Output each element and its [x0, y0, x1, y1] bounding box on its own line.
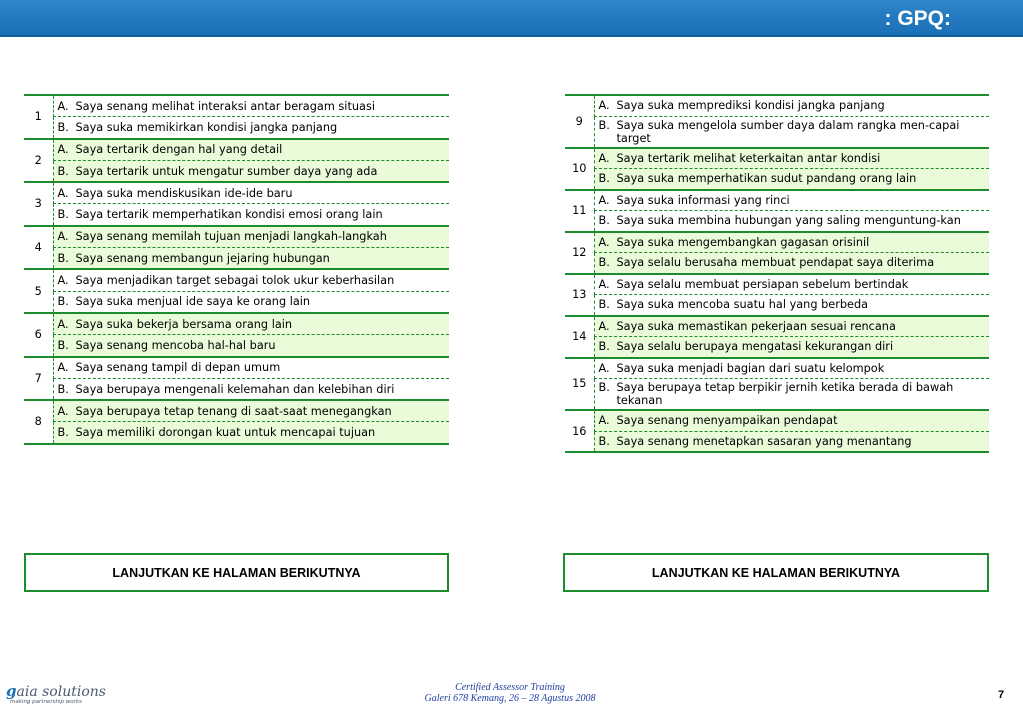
- question-row: [24, 204, 449, 226]
- question-number: 14: [565, 316, 594, 358]
- option-letter: B.: [57, 164, 69, 178]
- option-b[interactable]: [594, 169, 989, 190]
- option-a[interactable]: [594, 316, 989, 337]
- option-text: Saya suka membina hubungan yang saling menguntung-kan: [616, 214, 961, 228]
- question-row: [24, 182, 449, 204]
- question-row: [565, 316, 989, 337]
- logo-tagline: making partnership works: [10, 699, 82, 705]
- option-a[interactable]: [594, 274, 989, 295]
- option-letter: A.: [57, 143, 69, 157]
- option-letter: A.: [57, 317, 69, 331]
- question-row: [565, 379, 989, 411]
- option-text: Saya senang tampil di depan umum: [75, 361, 281, 375]
- option-text: Saya selalu membuat persiapan sebelum bertindak: [616, 277, 909, 291]
- top-banner: [0, 0, 1023, 37]
- option-letter: B.: [598, 434, 610, 448]
- option-text: Saya tertarik untuk mengatur sumber daya yang ada: [75, 164, 378, 178]
- option-text: Saya selalu berusaha membuat pendapat saya diterima: [616, 256, 935, 270]
- option-letter: B.: [598, 172, 610, 186]
- question-row: [24, 95, 449, 117]
- option-letter: A.: [57, 186, 69, 200]
- option-a[interactable]: [53, 139, 449, 161]
- logo-text: aia solutions: [16, 684, 106, 700]
- option-a[interactable]: [594, 148, 989, 169]
- option-text: Saya suka mengelola sumber daya dalam rangka men-capai target: [616, 118, 960, 145]
- question-number: 15: [565, 358, 594, 411]
- option-b[interactable]: [594, 337, 989, 358]
- option-letter: B.: [598, 118, 610, 132]
- option-b[interactable]: [594, 295, 989, 316]
- footer-event-info: [380, 682, 640, 704]
- footer-event-title: Certified Assessor Training: [455, 682, 565, 693]
- option-b[interactable]: [53, 378, 449, 400]
- question-number: 13: [565, 274, 594, 316]
- option-text: Saya menjadikan target sebagai tolok ukur keberhasilan: [75, 274, 395, 288]
- option-text: Saya suka informasi yang rinci: [616, 193, 790, 207]
- company-logo: [6, 682, 106, 705]
- questionnaire-table-right: [565, 94, 989, 453]
- option-text: Saya tertarik dengan hal yang detail: [75, 143, 283, 157]
- option-a[interactable]: [53, 269, 449, 291]
- option-letter: A.: [598, 99, 610, 113]
- option-b[interactable]: [53, 335, 449, 357]
- option-text: Saya senang mencoba hal-hal baru: [75, 338, 276, 352]
- question-row: [565, 211, 989, 232]
- option-b[interactable]: [53, 248, 449, 270]
- question-row: [24, 378, 449, 400]
- question-number: 10: [565, 148, 594, 190]
- option-text: Saya suka mengembangkan gagasan orisinil: [616, 235, 870, 249]
- option-b[interactable]: [53, 160, 449, 182]
- option-text: Saya suka menjadi bagian dari suatu kelompok: [616, 361, 885, 375]
- question-row: [24, 335, 449, 357]
- option-b[interactable]: [594, 211, 989, 232]
- question-row: [24, 139, 449, 161]
- question-row: [565, 410, 989, 431]
- option-text: Saya memiliki dorongan kuat untuk mencapai tujuan: [75, 426, 376, 440]
- option-letter: A.: [598, 277, 610, 291]
- option-a[interactable]: [53, 357, 449, 379]
- question-row: [565, 232, 989, 253]
- questionnaire-table-left: [24, 94, 449, 445]
- question-row: [24, 269, 449, 291]
- option-letter: A.: [598, 414, 610, 428]
- option-text: Saya senang menyampaikan pendapat: [616, 414, 838, 428]
- option-text: Saya suka bekerja bersama orang lain: [75, 317, 293, 331]
- question-number: 7: [24, 357, 53, 401]
- option-letter: A.: [598, 361, 610, 375]
- option-letter: B.: [57, 120, 69, 134]
- continue-button-right[interactable]: LANJUTKAN KE HALAMAN BERIKUTNYA: [563, 553, 989, 592]
- option-letter: A.: [57, 404, 69, 418]
- option-b[interactable]: [594, 431, 989, 452]
- question-row: [565, 169, 989, 190]
- option-a[interactable]: [53, 95, 449, 117]
- option-a[interactable]: [594, 358, 989, 379]
- question-row: [24, 226, 449, 248]
- page-number: 7: [998, 689, 1005, 701]
- option-b[interactable]: [53, 422, 449, 444]
- footer-event-venue: Galeri 678 Kemang, 26 – 28 Agustus 2008: [424, 693, 596, 704]
- option-text: Saya suka memperhatikan sudut pandang orang lain: [616, 172, 917, 186]
- question-number: 9: [565, 95, 594, 148]
- option-letter: B.: [598, 381, 610, 394]
- option-text: Saya berupaya mengenali kelemahan dan kelebihan diri: [75, 382, 395, 396]
- question-number: 1: [24, 95, 53, 139]
- question-number: 3: [24, 182, 53, 226]
- option-text: Saya suka memikirkan kondisi jangka panjang: [75, 120, 338, 134]
- option-letter: B.: [57, 382, 69, 396]
- option-letter: A.: [598, 235, 610, 249]
- question-number: 12: [565, 232, 594, 274]
- option-text: Saya berupaya tetap tenang di saat-saat menegangkan: [75, 404, 392, 418]
- question-row: [24, 313, 449, 335]
- option-letter: A.: [598, 151, 610, 165]
- page-title: : GPQ:: [884, 7, 951, 30]
- option-letter: B.: [598, 298, 610, 312]
- question-number: 4: [24, 226, 53, 270]
- option-letter: A.: [57, 274, 69, 288]
- question-row: [565, 253, 989, 274]
- option-letter: B.: [598, 340, 610, 354]
- question-row: [24, 357, 449, 379]
- question-number: 8: [24, 400, 53, 444]
- option-a[interactable]: [53, 313, 449, 335]
- option-text: Saya suka menjual ide saya ke orang lain: [75, 295, 311, 309]
- continue-button-left[interactable]: LANJUTKAN KE HALAMAN BERIKUTNYA: [24, 553, 449, 592]
- option-b[interactable]: [594, 116, 989, 148]
- option-b[interactable]: [53, 117, 449, 139]
- question-row: [24, 160, 449, 182]
- question-number: 11: [565, 190, 594, 232]
- question-number: 5: [24, 269, 53, 313]
- option-b[interactable]: [53, 204, 449, 226]
- option-text: Saya tertarik melihat keterkaitan antar kondisi: [616, 151, 881, 165]
- option-letter: B.: [57, 426, 69, 440]
- option-letter: B.: [57, 208, 69, 222]
- option-letter: B.: [57, 295, 69, 309]
- option-a[interactable]: [53, 182, 449, 204]
- question-number: 2: [24, 139, 53, 183]
- option-a[interactable]: [594, 410, 989, 431]
- question-number: 6: [24, 313, 53, 357]
- option-text: Saya selalu berupaya mengatasi kekurangan diri: [616, 340, 894, 354]
- option-letter: B.: [598, 256, 610, 270]
- option-b[interactable]: [594, 379, 989, 411]
- question-row: [565, 95, 989, 116]
- logo-initial: g: [6, 682, 17, 700]
- option-text: Saya senang memilah tujuan menjadi langkah-langkah: [75, 230, 387, 244]
- option-text: Saya senang membangun jejaring hubungan: [75, 251, 330, 265]
- question-row: [565, 295, 989, 316]
- question-row: [24, 400, 449, 422]
- question-row: [565, 337, 989, 358]
- option-text: Saya suka mendiskusikan ide-ide baru: [75, 186, 293, 200]
- question-row: [24, 291, 449, 313]
- option-a[interactable]: [53, 400, 449, 422]
- option-a[interactable]: [53, 226, 449, 248]
- option-letter: A.: [598, 319, 610, 333]
- option-a[interactable]: [594, 190, 989, 211]
- option-text: Saya tertarik memperhatikan kondisi emosi orang lain: [75, 208, 383, 222]
- option-text: Saya suka memastikan pekerjaan sesuai rencana: [616, 319, 896, 333]
- option-text: Saya suka mencoba suatu hal yang berbeda: [616, 298, 869, 312]
- question-row: [565, 431, 989, 452]
- option-letter: A.: [57, 361, 69, 375]
- question-row: [565, 190, 989, 211]
- question-row: [24, 422, 449, 444]
- question-row: [24, 248, 449, 270]
- question-row: [565, 274, 989, 295]
- option-letter: B.: [598, 214, 610, 228]
- option-b[interactable]: [53, 291, 449, 313]
- question-number: 16: [565, 410, 594, 452]
- option-letter: B.: [57, 338, 69, 352]
- option-letter: A.: [57, 99, 69, 113]
- option-text: Saya senang menetapkan sasaran yang menantang: [616, 434, 912, 448]
- question-row: [24, 117, 449, 139]
- option-letter: A.: [57, 230, 69, 244]
- option-text: Saya berupaya tetap berpikir jernih ketika berada di bawah tekanan: [616, 381, 954, 407]
- option-text: Saya senang melihat interaksi antar beragam situasi: [75, 99, 375, 113]
- option-text: Saya suka memprediksi kondisi jangka panjang: [616, 99, 885, 113]
- option-a[interactable]: [594, 232, 989, 253]
- option-b[interactable]: [594, 253, 989, 274]
- option-letter: A.: [598, 193, 610, 207]
- option-a[interactable]: [594, 95, 989, 116]
- question-row: [565, 148, 989, 169]
- option-letter: B.: [57, 251, 69, 265]
- question-row: [565, 358, 989, 379]
- question-row: [565, 116, 989, 148]
